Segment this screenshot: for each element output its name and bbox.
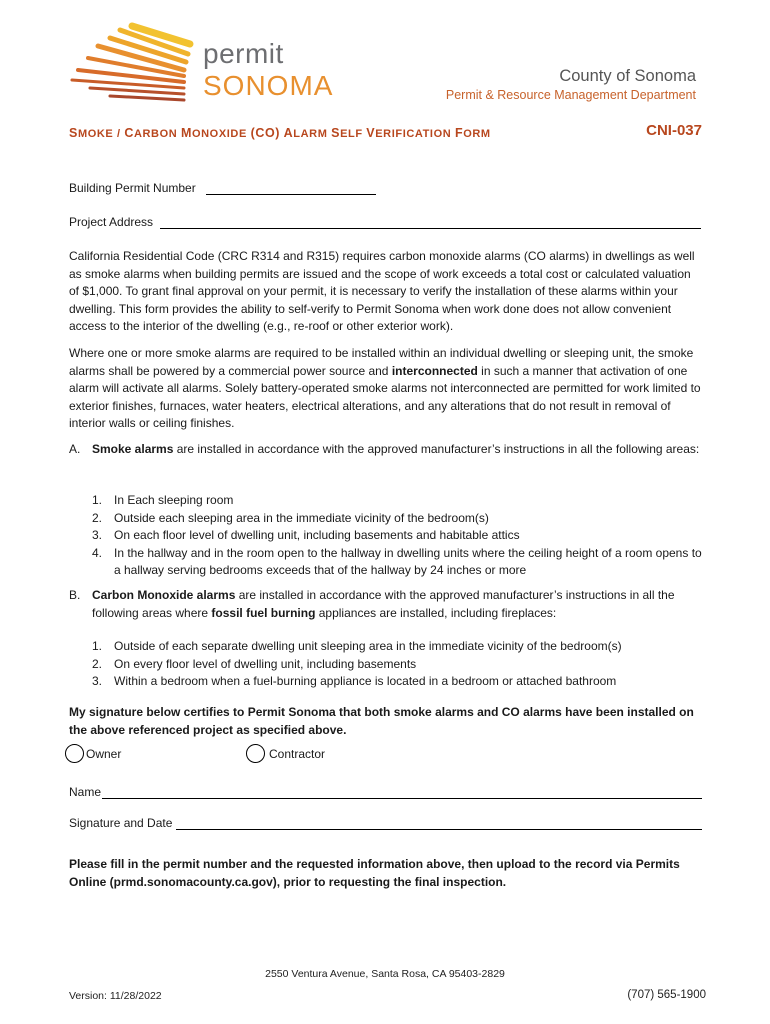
name-label: Name bbox=[69, 785, 102, 799]
list-item: 2. Outside each sleeping area in the immediate vicinity of the bedroom(s) bbox=[92, 510, 489, 525]
logo-text-sonoma: SONOMA bbox=[203, 70, 334, 101]
owner-label: Owner bbox=[86, 747, 122, 761]
form-title: SMOKE / CARBON MONOXIDE (CO) ALARM SELF VERIFICATION FORM bbox=[69, 126, 491, 140]
footer-phone: (707) 565-1900 bbox=[627, 989, 706, 1001]
permit-sonoma-logo-icon bbox=[60, 18, 200, 108]
list-item: 3. Within a bedroom when a fuel-burning appliance is located in a bedroom or attached bathroom bbox=[92, 674, 617, 689]
contractor-label: Contractor bbox=[269, 747, 326, 761]
department-name: Permit & Resource Management Department bbox=[445, 88, 696, 102]
footer-version: Version: 11/28/2022 bbox=[69, 990, 162, 1002]
project-address-label: Project Address bbox=[69, 215, 154, 229]
upload-instructions: Please fill in the permit number and the requested information above, then upload to the record via Permits Online (prmd.sonomacounty.ca.gov), prior to requesting the final inspection. bbox=[69, 857, 680, 889]
building-permit-input[interactable] bbox=[206, 194, 376, 195]
certification-statement: My signature below certifies to Permit Sonoma that both smoke alarms and CO alarms have been installed on the above referenced project as specified above. bbox=[69, 705, 694, 737]
list-item: 1. In Each sleeping room bbox=[92, 493, 234, 507]
interconnect-paragraph: Where one or more smoke alarms are required to be installed within an individual dwelling or sleeping unit, the smoke alarms shall be powered by a commercial power source and interconnected in such a manner that activation of one alarm will activate all alarms. Solely battery-operated smoke alarms not interconnected are permitted for work limited to exterior finishes, furnaces, water heaters, electrical alterations, and any alterations that do not result in removal of interior walls or ceiling finishes. bbox=[69, 346, 701, 431]
name-input[interactable] bbox=[102, 798, 702, 799]
logo-text-permit: permit bbox=[203, 38, 284, 69]
section-a-letter: A. bbox=[69, 442, 81, 456]
section-a-list bbox=[92, 492, 703, 580]
form-code: CNI-037 bbox=[646, 122, 702, 139]
county-name: County of Sonoma bbox=[559, 67, 696, 85]
project-address-input[interactable] bbox=[160, 228, 701, 229]
list-item: 3. On each floor level of dwelling unit, including basements and habitable attics bbox=[92, 528, 520, 543]
owner-radio[interactable] bbox=[65, 744, 84, 763]
footer-address: 2550 Ventura Avenue, Santa Rosa, CA 95403-2829 bbox=[265, 968, 505, 980]
section-b-letter: B. bbox=[69, 588, 81, 602]
building-permit-label: Building Permit Number bbox=[69, 181, 196, 195]
section-a-text: Smoke alarms are installed in accordance with the approved manufacturer’s instructions in all the following areas: bbox=[92, 442, 700, 456]
list-item: 1. Outside of each separate dwelling unit sleeping area in the immediate vicinity of the bedroom(s) bbox=[92, 639, 622, 653]
contractor-radio[interactable] bbox=[246, 744, 265, 763]
section-b-list bbox=[92, 638, 703, 691]
list-item: 2. On every floor level of dwelling unit, including basements bbox=[92, 656, 417, 671]
list-item: 4. In the hallway and in the room open to the hallway in dwelling units where the ceiling height of a room opens to a hallway serving bedrooms exceeds that of the hallway by 24 inches or more bbox=[92, 545, 702, 578]
section-b-text: Carbon Monoxide alarms are installed in accordance with the approved manufacturer’s instructions in all the following areas where fossil fuel burning appliances are installed, including fireplaces: bbox=[92, 588, 675, 620]
signature-date-label: Signature and Date bbox=[69, 816, 173, 830]
intro-paragraph: California Residential Code (CRC R314 and R315) requires carbon monoxide alarms (CO alarms) in dwellings as well as smoke alarms when building permits are issued and the scope of work exceeds a total cost or calculated valuation of $1,000. To grant final approval on your permit, it is necessary to verify the installation of these alarms within your dwelling. This form provides the ability to self-verify to Permit Sonoma when work done does not allow convenient access to the interior of the dwelling (e.g., re-roof or other exterior work). bbox=[69, 249, 695, 334]
signature-date-input[interactable] bbox=[176, 829, 702, 830]
